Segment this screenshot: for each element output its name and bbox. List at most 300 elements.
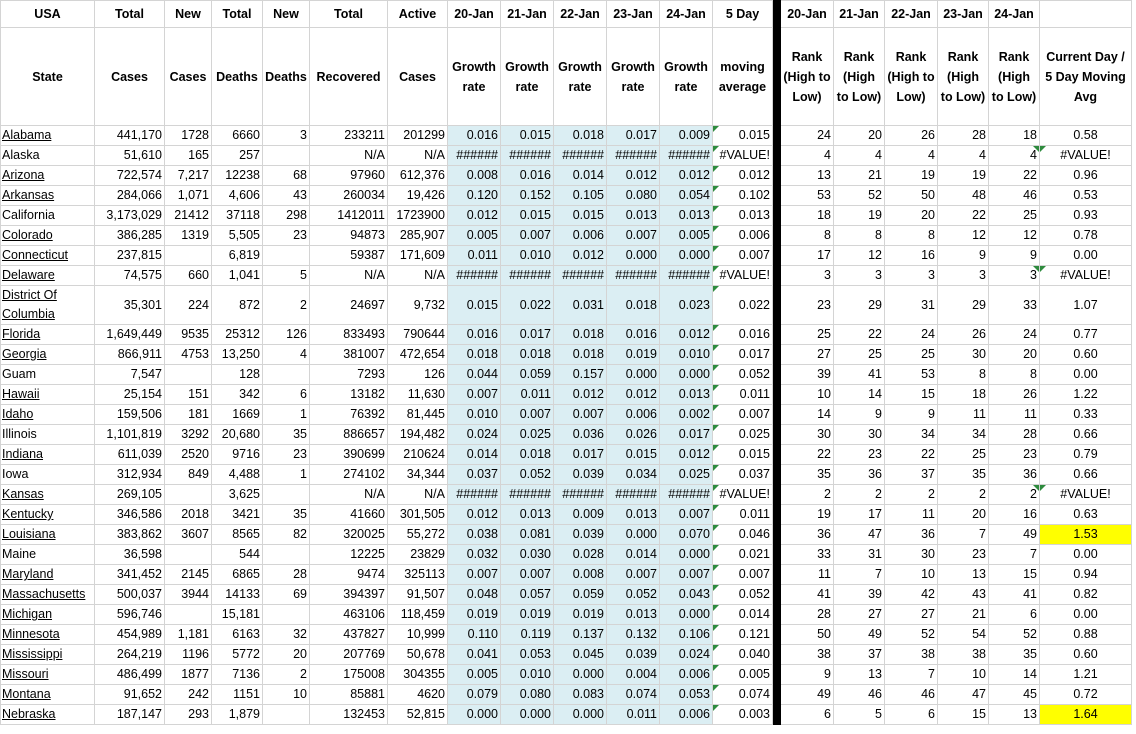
cell-growth-24jan[interactable]: 0.106 [660,625,713,645]
cell-rank-22jan[interactable]: 4 [885,146,938,166]
cell-total-deaths[interactable]: 5,505 [212,226,263,246]
cell-growth-20jan[interactable]: 0.016 [448,325,501,345]
cell-growth-23jan[interactable]: 0.014 [607,545,660,565]
cell-total-deaths[interactable]: 6660 [212,126,263,146]
header-total-recovered[interactable]: Total [310,1,388,28]
cell-rank-23jan[interactable]: 34 [938,425,989,445]
cell-moving-average[interactable]: 0.052 [713,365,773,385]
cell-new-deaths[interactable]: 10 [263,685,310,705]
cell-active-cases[interactable]: 126 [388,365,448,385]
cell-current-vs-avg[interactable]: 1.21 [1040,665,1132,685]
cell-rank-23jan[interactable]: 12 [938,226,989,246]
cell-rank-22jan[interactable]: 2 [885,485,938,505]
cell-active-cases[interactable]: 301,505 [388,505,448,525]
cell-rank-23jan[interactable]: 8 [938,365,989,385]
cell-new-deaths[interactable]: 298 [263,206,310,226]
cell-growth-22jan[interactable]: 0.012 [554,385,607,405]
cell-rank-20jan[interactable]: 41 [781,585,834,605]
cell-moving-average[interactable]: 0.011 [713,505,773,525]
cell-total-recovered[interactable]: 85881 [310,685,388,705]
cell-growth-23jan[interactable]: 0.013 [607,605,660,625]
cell-new-cases[interactable]: 1,071 [165,186,212,206]
cell-current-vs-avg[interactable]: 0.78 [1040,226,1132,246]
cell-growth-23jan[interactable]: 0.015 [607,445,660,465]
cell-total-recovered[interactable]: 390699 [310,445,388,465]
cell-rank-23jan[interactable]: 18 [938,385,989,405]
cell-rank-20jan[interactable]: 3 [781,266,834,286]
cell-state[interactable]: Colorado [1,226,95,246]
header-rank-21jan[interactable]: 21-Jan [834,1,885,28]
cell-state[interactable]: Massachusetts [1,585,95,605]
cell-growth-22jan[interactable]: ###### [554,485,607,505]
cell-state[interactable]: California [1,206,95,226]
cell-new-deaths[interactable]: 68 [263,166,310,186]
cell-new-cases[interactable]: 293 [165,705,212,725]
cell-total-cases[interactable]: 454,989 [95,625,165,645]
cell-new-deaths[interactable]: 69 [263,585,310,605]
cell-total-recovered[interactable]: 9474 [310,565,388,585]
cell-total-recovered[interactable]: 94873 [310,226,388,246]
header-current-vs-avg[interactable] [1040,1,1132,28]
cell-total-cases[interactable]: 25,154 [95,385,165,405]
cell-growth-22jan[interactable]: 0.018 [554,325,607,345]
cell-rank-24jan[interactable]: 12 [989,226,1040,246]
cell-new-cases[interactable]: 165 [165,146,212,166]
cell-active-cases[interactable]: 612,376 [388,166,448,186]
cell-growth-24jan[interactable]: 0.006 [660,665,713,685]
cell-total-recovered[interactable]: 381007 [310,345,388,365]
cell-total-deaths[interactable]: 1669 [212,405,263,425]
cell-growth-24jan[interactable]: 0.025 [660,465,713,485]
cell-rank-20jan[interactable]: 13 [781,166,834,186]
header-new-deaths[interactable]: New [263,1,310,28]
cell-rank-20jan[interactable]: 18 [781,206,834,226]
cell-state[interactable]: Indiana [1,445,95,465]
cell-rank-21jan[interactable]: 9 [834,405,885,425]
cell-active-cases[interactable]: 201299 [388,126,448,146]
cell-active-cases[interactable]: 19,426 [388,186,448,206]
cell-new-deaths[interactable] [263,246,310,266]
cell-rank-22jan[interactable]: 15 [885,385,938,405]
cell-growth-22jan[interactable]: 0.105 [554,186,607,206]
cell-total-recovered[interactable]: 833493 [310,325,388,345]
cell-rank-20jan[interactable]: 17 [781,246,834,266]
cell-rank-24jan[interactable]: 18 [989,126,1040,146]
cell-rank-23jan[interactable]: 11 [938,405,989,425]
cell-rank-23jan[interactable]: 2 [938,485,989,505]
cell-current-vs-avg[interactable]: #VALUE! [1040,485,1132,505]
cell-state[interactable]: Maine [1,545,95,565]
header-rank-24jan[interactable]: Rank (High to Low) [989,28,1040,126]
cell-growth-22jan[interactable]: 0.009 [554,505,607,525]
cell-rank-23jan[interactable]: 19 [938,166,989,186]
cell-growth-21jan[interactable]: 0.007 [501,226,554,246]
cell-moving-average[interactable]: 0.102 [713,186,773,206]
cell-rank-23jan[interactable]: 48 [938,186,989,206]
header-current-vs-avg[interactable]: Current Day / 5 Day Moving Avg [1040,28,1132,126]
cell-rank-24jan[interactable]: 4 [989,146,1040,166]
cell-total-deaths[interactable]: 4,606 [212,186,263,206]
cell-growth-22jan[interactable]: 0.028 [554,545,607,565]
cell-new-deaths[interactable]: 6 [263,385,310,405]
cell-rank-21jan[interactable]: 21 [834,166,885,186]
cell-new-cases[interactable]: 21412 [165,206,212,226]
cell-active-cases[interactable]: 472,654 [388,345,448,365]
cell-state[interactable]: Arizona [1,166,95,186]
cell-active-cases[interactable]: 171,609 [388,246,448,266]
cell-rank-20jan[interactable]: 50 [781,625,834,645]
cell-rank-21jan[interactable]: 4 [834,146,885,166]
cell-current-vs-avg[interactable]: 1.64 [1040,705,1132,725]
cell-total-recovered[interactable]: 260034 [310,186,388,206]
cell-new-deaths[interactable] [263,545,310,565]
cell-active-cases[interactable]: 23829 [388,545,448,565]
cell-rank-24jan[interactable]: 24 [989,325,1040,345]
cell-rank-21jan[interactable]: 31 [834,545,885,565]
cell-total-deaths[interactable]: 37118 [212,206,263,226]
cell-new-deaths[interactable]: 4 [263,345,310,365]
cell-rank-23jan[interactable]: 13 [938,565,989,585]
cell-rank-23jan[interactable]: 35 [938,465,989,485]
cell-total-cases[interactable]: 383,862 [95,525,165,545]
cell-rank-20jan[interactable]: 8 [781,226,834,246]
cell-growth-24jan[interactable]: 0.012 [660,325,713,345]
cell-growth-24jan[interactable]: 0.000 [660,246,713,266]
cell-total-deaths[interactable]: 6163 [212,625,263,645]
cell-rank-21jan[interactable]: 23 [834,445,885,465]
cell-rank-20jan[interactable]: 39 [781,365,834,385]
cell-state[interactable]: Guam [1,365,95,385]
column-separator[interactable] [773,505,781,525]
cell-total-cases[interactable]: 346,586 [95,505,165,525]
column-separator[interactable] [773,186,781,206]
cell-total-recovered[interactable]: 207769 [310,645,388,665]
cell-growth-23jan[interactable]: 0.007 [607,226,660,246]
cell-growth-21jan[interactable]: 0.015 [501,206,554,226]
cell-rank-21jan[interactable]: 52 [834,186,885,206]
column-separator[interactable] [773,246,781,266]
cell-new-deaths[interactable]: 35 [263,425,310,445]
cell-rank-24jan[interactable]: 36 [989,465,1040,485]
cell-rank-20jan[interactable]: 25 [781,325,834,345]
cell-moving-average[interactable]: #VALUE! [713,266,773,286]
cell-growth-22jan[interactable]: 0.036 [554,425,607,445]
cell-active-cases[interactable]: 304355 [388,665,448,685]
cell-rank-24jan[interactable]: 35 [989,645,1040,665]
cell-growth-24jan[interactable]: 0.070 [660,525,713,545]
cell-growth-21jan[interactable]: 0.018 [501,445,554,465]
cell-new-cases[interactable]: 3292 [165,425,212,445]
header-growth-23jan[interactable]: Growth rate [607,28,660,126]
cell-current-vs-avg[interactable]: 1.53 [1040,525,1132,545]
cell-growth-23jan[interactable]: 0.052 [607,585,660,605]
cell-total-deaths[interactable]: 13,250 [212,345,263,365]
column-separator[interactable] [773,545,781,565]
cell-state[interactable]: Maryland [1,565,95,585]
cell-growth-23jan[interactable]: ###### [607,146,660,166]
cell-new-cases[interactable]: 660 [165,266,212,286]
cell-rank-22jan[interactable]: 37 [885,465,938,485]
cell-rank-24jan[interactable]: 52 [989,625,1040,645]
column-separator[interactable] [773,126,781,146]
cell-current-vs-avg[interactable]: #VALUE! [1040,146,1132,166]
cell-new-deaths[interactable] [263,485,310,505]
cell-total-recovered[interactable]: 97960 [310,166,388,186]
cell-growth-23jan[interactable]: 0.012 [607,166,660,186]
cell-growth-22jan[interactable]: 0.019 [554,605,607,625]
cell-total-recovered[interactable]: 320025 [310,525,388,545]
header-rank-22jan[interactable]: 22-Jan [885,1,938,28]
header-active-cases[interactable]: Cases [388,28,448,126]
cell-rank-24jan[interactable]: 22 [989,166,1040,186]
cell-growth-22jan[interactable]: 0.031 [554,286,607,325]
column-separator[interactable] [773,625,781,645]
cell-new-deaths[interactable]: 5 [263,266,310,286]
cell-total-cases[interactable]: 596,746 [95,605,165,625]
cell-rank-21jan[interactable]: 22 [834,325,885,345]
cell-growth-21jan[interactable]: 0.011 [501,385,554,405]
header-total-cases[interactable]: Total [95,1,165,28]
cell-moving-average[interactable]: 0.011 [713,385,773,405]
cell-total-deaths[interactable]: 8565 [212,525,263,545]
cell-growth-20jan[interactable]: 0.005 [448,226,501,246]
cell-rank-21jan[interactable]: 27 [834,605,885,625]
cell-total-deaths[interactable]: 15,181 [212,605,263,625]
cell-growth-20jan[interactable]: 0.120 [448,186,501,206]
cell-growth-24jan[interactable]: 0.013 [660,206,713,226]
cell-growth-24jan[interactable]: 0.043 [660,585,713,605]
cell-state[interactable]: Kansas [1,485,95,505]
cell-total-recovered[interactable]: 463106 [310,605,388,625]
cell-growth-24jan[interactable]: 0.012 [660,445,713,465]
cell-growth-20jan[interactable]: 0.005 [448,665,501,685]
cell-total-deaths[interactable]: 128 [212,365,263,385]
cell-rank-22jan[interactable]: 19 [885,166,938,186]
cell-state[interactable]: Nebraska [1,705,95,725]
cell-growth-21jan[interactable]: 0.013 [501,505,554,525]
cell-total-recovered[interactable]: 59387 [310,246,388,266]
cell-growth-23jan[interactable]: 0.012 [607,385,660,405]
cell-growth-21jan[interactable]: 0.019 [501,605,554,625]
cell-growth-20jan[interactable]: 0.008 [448,166,501,186]
cell-growth-21jan[interactable]: 0.052 [501,465,554,485]
column-separator[interactable] [773,345,781,365]
cell-active-cases[interactable]: 118,459 [388,605,448,625]
cell-total-deaths[interactable]: 5772 [212,645,263,665]
cell-new-cases[interactable]: 242 [165,685,212,705]
cell-rank-20jan[interactable]: 14 [781,405,834,425]
header-total-cases[interactable]: Cases [95,28,165,126]
cell-state[interactable]: Connecticut [1,246,95,266]
cell-total-recovered[interactable]: 437827 [310,625,388,645]
cell-current-vs-avg[interactable]: 0.00 [1040,605,1132,625]
cell-rank-23jan[interactable]: 38 [938,645,989,665]
cell-rank-22jan[interactable]: 22 [885,445,938,465]
column-separator[interactable] [773,226,781,246]
cell-rank-21jan[interactable]: 7 [834,565,885,585]
cell-growth-20jan[interactable]: 0.012 [448,206,501,226]
cell-rank-23jan[interactable]: 43 [938,585,989,605]
header-rank-20jan[interactable]: 20-Jan [781,1,834,28]
cell-rank-23jan[interactable]: 26 [938,325,989,345]
cell-rank-22jan[interactable]: 52 [885,625,938,645]
cell-rank-22jan[interactable]: 34 [885,425,938,445]
cell-total-recovered[interactable]: 175008 [310,665,388,685]
cell-state[interactable]: Missouri [1,665,95,685]
cell-growth-21jan[interactable]: 0.057 [501,585,554,605]
cell-growth-23jan[interactable]: 0.007 [607,565,660,585]
cell-rank-21jan[interactable]: 29 [834,286,885,325]
cell-new-deaths[interactable] [263,365,310,385]
cell-total-recovered[interactable]: 76392 [310,405,388,425]
cell-state[interactable]: Montana [1,685,95,705]
cell-new-deaths[interactable]: 126 [263,325,310,345]
cell-rank-24jan[interactable]: 49 [989,525,1040,545]
cell-growth-23jan[interactable]: ###### [607,266,660,286]
cell-total-cases[interactable]: 866,911 [95,345,165,365]
cell-moving-average[interactable]: 0.006 [713,226,773,246]
cell-rank-21jan[interactable]: 5 [834,705,885,725]
cell-moving-average[interactable]: 0.022 [713,286,773,325]
cell-total-cases[interactable]: 264,219 [95,645,165,665]
cell-new-cases[interactable]: 1877 [165,665,212,685]
column-separator[interactable] [773,465,781,485]
cell-total-cases[interactable]: 36,598 [95,545,165,565]
cell-rank-24jan[interactable]: 33 [989,286,1040,325]
cell-total-cases[interactable]: 386,285 [95,226,165,246]
cell-new-cases[interactable]: 3944 [165,585,212,605]
cell-moving-average[interactable]: 0.021 [713,545,773,565]
column-separator[interactable] [773,365,781,385]
cell-rank-23jan[interactable]: 4 [938,146,989,166]
cell-rank-21jan[interactable]: 19 [834,206,885,226]
cell-total-deaths[interactable]: 1,041 [212,266,263,286]
cell-rank-24jan[interactable]: 15 [989,565,1040,585]
cell-total-recovered[interactable]: 41660 [310,505,388,525]
cell-growth-21jan[interactable]: 0.010 [501,246,554,266]
cell-rank-23jan[interactable]: 7 [938,525,989,545]
cell-growth-23jan[interactable]: 0.039 [607,645,660,665]
cell-total-deaths[interactable]: 12238 [212,166,263,186]
cell-total-cases[interactable]: 486,499 [95,665,165,685]
cell-active-cases[interactable]: 52,815 [388,705,448,725]
cell-rank-20jan[interactable]: 49 [781,685,834,705]
header-state[interactable]: State [1,28,95,126]
cell-rank-22jan[interactable]: 20 [885,206,938,226]
cell-rank-24jan[interactable]: 6 [989,605,1040,625]
cell-growth-23jan[interactable]: 0.000 [607,525,660,545]
column-separator[interactable] [773,585,781,605]
cell-moving-average[interactable]: 0.052 [713,585,773,605]
column-separator[interactable] [773,206,781,226]
cell-growth-24jan[interactable]: 0.000 [660,545,713,565]
cell-new-cases[interactable]: 3607 [165,525,212,545]
cell-growth-21jan[interactable]: ###### [501,485,554,505]
cell-growth-24jan[interactable]: 0.005 [660,226,713,246]
cell-total-recovered[interactable]: N/A [310,266,388,286]
cell-rank-24jan[interactable]: 46 [989,186,1040,206]
cell-total-cases[interactable]: 611,039 [95,445,165,465]
cell-rank-23jan[interactable]: 54 [938,625,989,645]
cell-rank-23jan[interactable]: 23 [938,545,989,565]
cell-active-cases[interactable]: 10,999 [388,625,448,645]
cell-growth-22jan[interactable]: 0.012 [554,246,607,266]
cell-total-recovered[interactable]: N/A [310,146,388,166]
header-rank-22jan[interactable]: Rank (High to Low) [885,28,938,126]
cell-total-cases[interactable]: 237,815 [95,246,165,266]
header-moving-average[interactable]: moving average [713,28,773,126]
cell-growth-21jan[interactable]: 0.081 [501,525,554,545]
cell-current-vs-avg[interactable]: 0.53 [1040,186,1132,206]
cell-active-cases[interactable]: 325113 [388,565,448,585]
cell-new-cases[interactable]: 7,217 [165,166,212,186]
cell-new-cases[interactable]: 849 [165,465,212,485]
cell-new-cases[interactable]: 1,181 [165,625,212,645]
cell-new-cases[interactable]: 151 [165,385,212,405]
cell-growth-20jan[interactable]: 0.037 [448,465,501,485]
cell-moving-average[interactable]: #VALUE! [713,146,773,166]
cell-rank-22jan[interactable]: 7 [885,665,938,685]
cell-rank-23jan[interactable]: 25 [938,445,989,465]
cell-rank-21jan[interactable]: 2 [834,485,885,505]
header-growth-20jan[interactable]: Growth rate [448,28,501,126]
cell-rank-23jan[interactable]: 10 [938,665,989,685]
cell-state[interactable]: Minnesota [1,625,95,645]
cell-growth-24jan[interactable]: 0.053 [660,685,713,705]
column-separator[interactable] [773,325,781,345]
cell-total-recovered[interactable]: 24697 [310,286,388,325]
cell-current-vs-avg[interactable]: 0.33 [1040,405,1132,425]
cell-total-cases[interactable]: 35,301 [95,286,165,325]
cell-rank-24jan[interactable]: 28 [989,425,1040,445]
cell-rank-21jan[interactable]: 39 [834,585,885,605]
cell-moving-average[interactable]: 0.121 [713,625,773,645]
cell-new-deaths[interactable]: 43 [263,186,310,206]
cell-active-cases[interactable]: 790644 [388,325,448,345]
cell-active-cases[interactable]: 81,445 [388,405,448,425]
cell-rank-20jan[interactable]: 9 [781,665,834,685]
cell-growth-21jan[interactable]: 0.080 [501,685,554,705]
cell-rank-24jan[interactable]: 14 [989,665,1040,685]
cell-active-cases[interactable]: 91,507 [388,585,448,605]
cell-growth-23jan[interactable]: 0.132 [607,625,660,645]
cell-rank-24jan[interactable]: 7 [989,545,1040,565]
cell-state[interactable]: Georgia [1,345,95,365]
cell-new-deaths[interactable]: 23 [263,226,310,246]
cell-rank-24jan[interactable]: 3 [989,266,1040,286]
cell-growth-21jan[interactable]: 0.018 [501,345,554,365]
cell-growth-20jan[interactable]: 0.032 [448,545,501,565]
cell-total-deaths[interactable]: 7136 [212,665,263,685]
cell-new-cases[interactable] [165,246,212,266]
cell-rank-24jan[interactable]: 45 [989,685,1040,705]
cell-growth-22jan[interactable]: 0.039 [554,465,607,485]
cell-new-deaths[interactable] [263,605,310,625]
cell-active-cases[interactable]: 1723900 [388,206,448,226]
cell-state[interactable]: Illinois [1,425,95,445]
header-rank-20jan[interactable]: Rank (High to Low) [781,28,834,126]
column-separator[interactable] [773,565,781,585]
cell-moving-average[interactable]: 0.013 [713,206,773,226]
cell-rank-22jan[interactable]: 8 [885,226,938,246]
cell-state[interactable]: Michigan [1,605,95,625]
cell-moving-average[interactable]: 0.046 [713,525,773,545]
cell-total-recovered[interactable]: 12225 [310,545,388,565]
cell-rank-20jan[interactable]: 28 [781,605,834,625]
cell-rank-20jan[interactable]: 19 [781,505,834,525]
cell-new-cases[interactable] [165,605,212,625]
cell-state[interactable]: Florida [1,325,95,345]
